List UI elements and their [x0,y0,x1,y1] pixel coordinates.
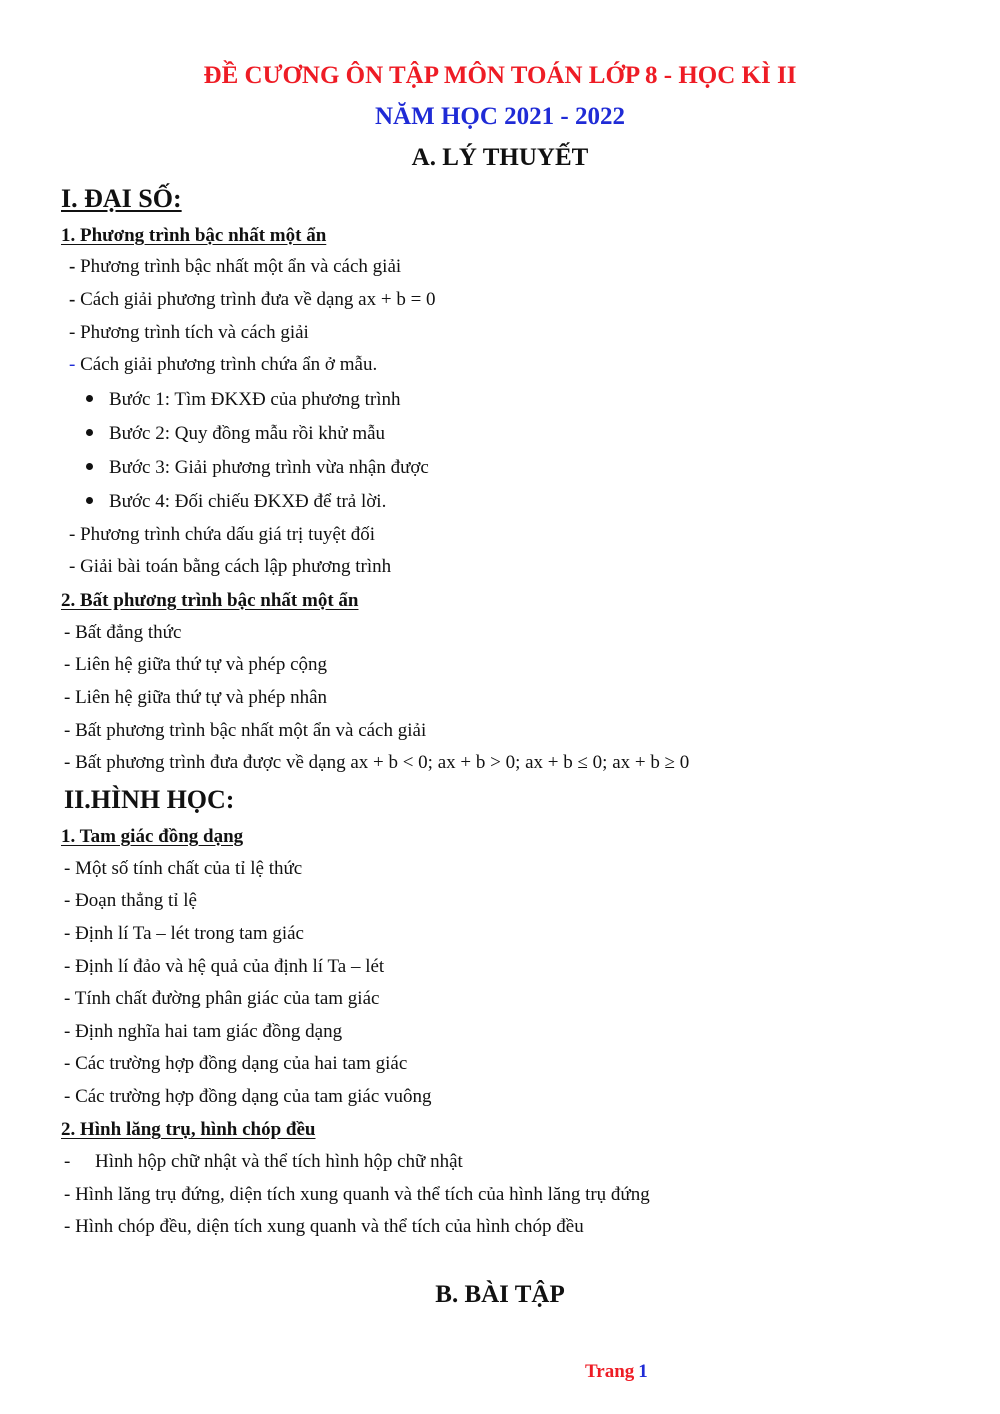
list-item: - Một số tính chất của tỉ lệ thức [64,858,303,879]
step-item: Bước 3: Giải phương trình vừa nhận được [86,457,429,479]
list-item: - Các trường hợp đồng dạng của tam giác vuông [64,1086,432,1107]
section-b-heading: B. BÀI TẬP [435,1281,565,1308]
bullet-icon [86,429,93,436]
algebra-sub1-title: 1. Phương trình bậc nhất một ẩn [61,225,327,246]
list-item: - Phương trình tích và cách giải [69,322,309,343]
list-item: - Hình chóp đều, diện tích xung quanh và thể tích của hình chóp đều [64,1216,584,1237]
algebra-sub2-title: 2. Bất phương trình bậc nhất một ẩn [61,590,359,611]
list-item: - Các trường hợp đồng dạng của hai tam giác [64,1053,408,1074]
list-item: - Phương trình bậc nhất một ẩn và cách giải [69,256,402,277]
list-item: - Cách giải phương trình chứa ẩn ở mẫu. [69,354,378,375]
list-item: - Định nghĩa hai tam giác đồng dạng [64,1021,343,1042]
list-item: - Bất phương trình đưa được về dạng ax + b < 0; ax + b > 0; ax + b ≤ 0; ax + b ≥ 0 [64,752,690,773]
bullet-icon [86,497,93,504]
geometry-sub2-title: 2. Hình lăng trụ, hình chóp đều [61,1119,316,1140]
list-item: - Hình lăng trụ đứng, diện tích xung quanh và thể tích của hình lăng trụ đứng [64,1184,650,1205]
geometry-heading: II.HÌNH HỌC: [64,785,235,814]
page-footer [585,1361,648,1383]
step-item: Bước 1: Tìm ĐKXĐ của phương trình [86,389,401,411]
bullet-icon [86,395,93,402]
step-item: Bước 2: Quy đồng mẫu rồi khử mẫu [86,423,385,445]
list-item: - Tính chất đường phân giác của tam giác [64,988,380,1009]
list-item: - Hình hộp chữ nhật và thể tích hình hộp chữ nhật [64,1151,463,1172]
school-year: NĂM HỌC 2021 - 2022 [375,103,625,130]
document-title: ĐỀ CƯƠNG ÔN TẬP MÔN TOÁN LỚP 8 - HỌC KÌ II [203,62,797,89]
geometry-sub1-title: 1. Tam giác đồng dạng [61,826,244,847]
list-item: - Định lí Ta – lét trong tam giác [64,923,304,944]
list-item: - Liên hệ giữa thứ tự và phép nhân [64,687,328,708]
list-item: - Định lí đảo và hệ quả của định lí Ta – lét [64,956,385,977]
list-item: - Phương trình chứa dấu giá trị tuyệt đối [69,524,376,545]
bullet-icon [86,463,93,470]
list-item: - Bất đẳng thức [64,622,182,643]
list-item: - Cách giải phương trình đưa về dạng ax + b = 0 [69,289,436,310]
page-label: Trang [585,1361,635,1382]
list-item: - Giải bài toán bằng cách lập phương trình [69,556,392,577]
list-item: - Bất phương trình bậc nhất một ẩn và cách giải [64,720,427,741]
list-item: - Liên hệ giữa thứ tự và phép cộng [64,654,328,675]
step-item: Bước 4: Đối chiếu ĐKXĐ để trả lời. [86,491,386,513]
page-number: 1 [638,1361,648,1382]
algebra-heading: I. ĐẠI SỐ: [61,184,182,213]
section-a-heading: A. LÝ THUYẾT [411,144,589,171]
list-item: - Đoạn thẳng tỉ lệ [64,890,197,911]
